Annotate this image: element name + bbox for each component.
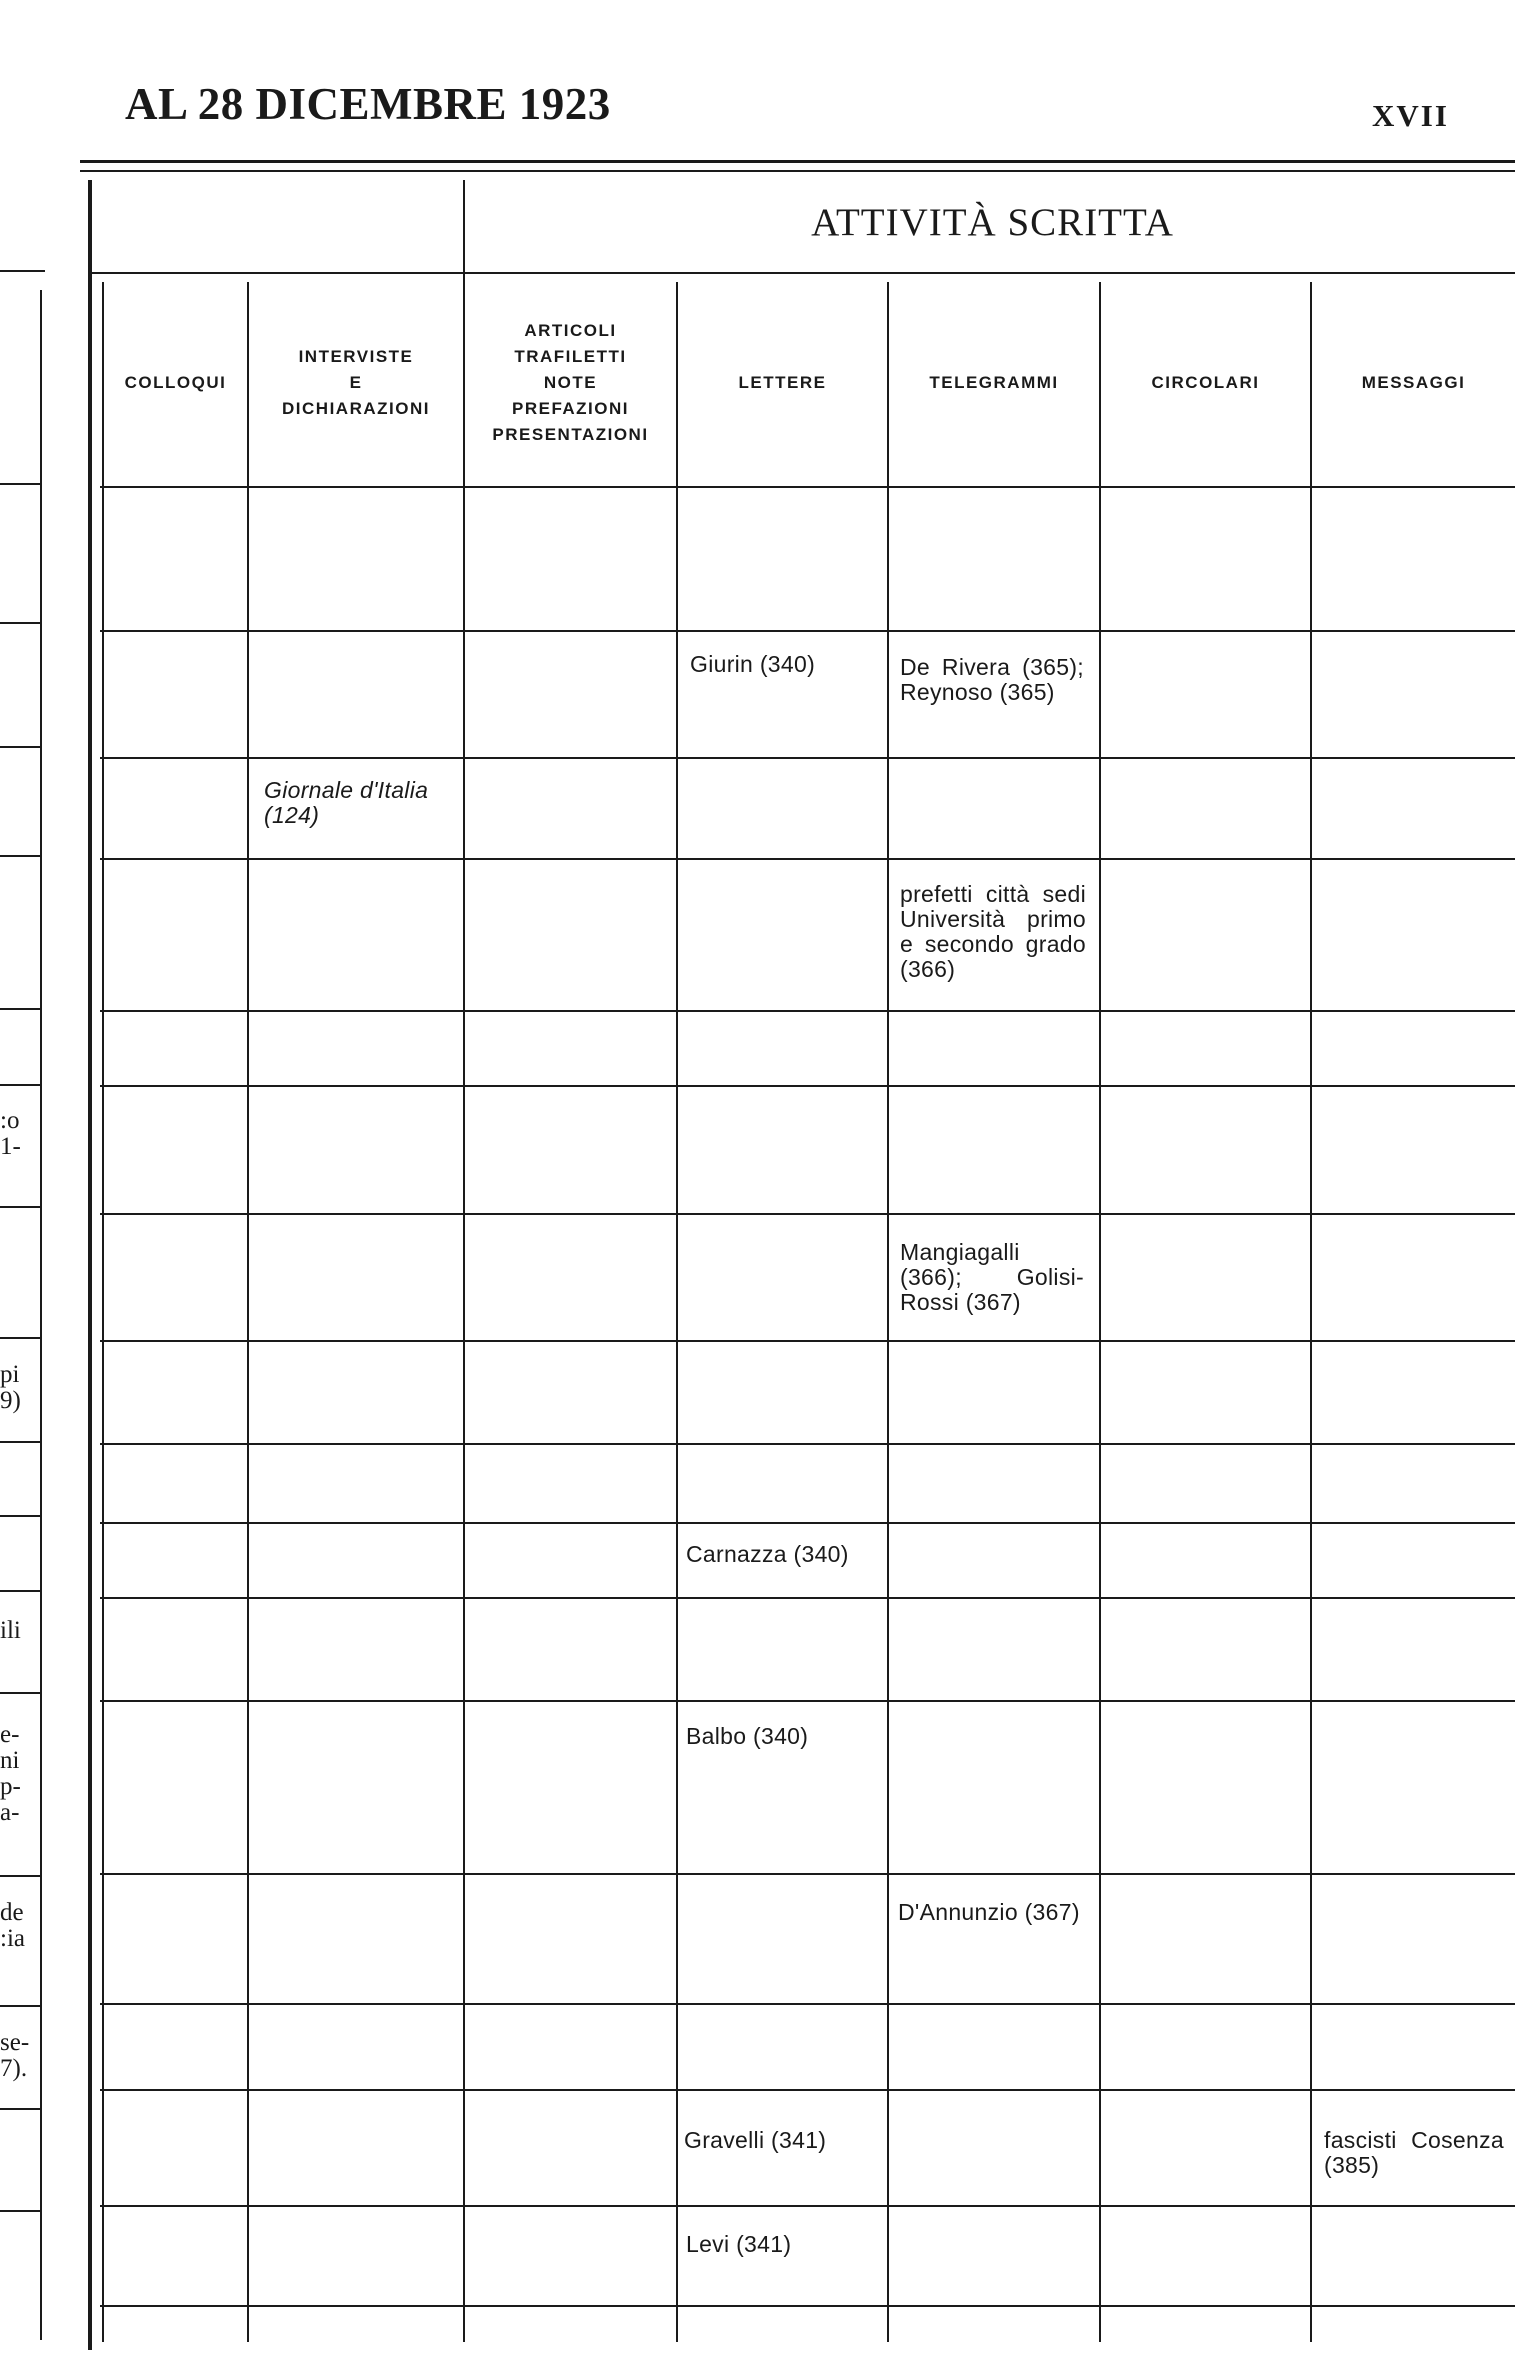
row-rule bbox=[100, 1213, 1515, 1215]
margin-rule bbox=[0, 483, 40, 485]
entry-interviste: Giornale d'Italia (124) bbox=[264, 777, 429, 828]
margin-rule bbox=[0, 1084, 40, 1086]
page-number: XVII bbox=[1372, 98, 1449, 133]
header-rule-bottom bbox=[80, 170, 1515, 172]
page-edge-line bbox=[88, 180, 92, 2350]
margin-rule bbox=[0, 1590, 40, 1592]
row-rule bbox=[100, 1873, 1515, 1875]
row-rule bbox=[100, 1085, 1515, 1087]
margin-fragment: se- 7). bbox=[0, 2029, 30, 2082]
entry-telegrammi: Mangiagalli (366); Golisi-Rossi (367) bbox=[900, 1239, 1084, 1315]
row-rule bbox=[100, 1597, 1515, 1599]
entry-lettere: Balbo (340) bbox=[686, 1723, 809, 1749]
col-rule-1 bbox=[102, 282, 104, 2342]
col-rule-6 bbox=[1099, 282, 1101, 2342]
entry-lettere: Carnazza (340) bbox=[686, 1541, 849, 1567]
col-rule-2 bbox=[247, 282, 249, 2342]
margin-fragment: e- ni p- a- bbox=[0, 1721, 21, 1826]
margin-fragment: de :ia bbox=[0, 1899, 25, 1952]
row-rule bbox=[100, 858, 1515, 860]
entry-lettere: Levi (341) bbox=[686, 2231, 792, 2257]
margin-rule bbox=[0, 746, 40, 748]
header-circolari: CIRCOLARI bbox=[1151, 372, 1260, 392]
header-articoli: ARTICOLI TRAFILETTI NOTE PREFAZIONI PRESENTAZIONI bbox=[492, 320, 649, 444]
margin-rule bbox=[0, 2210, 40, 2212]
entry-telegrammi: De Rivera (365); Reynoso (365) bbox=[900, 654, 1084, 705]
left-frame-line bbox=[40, 290, 42, 2340]
entry-telegrammi: prefetti città sedi Università primo e secondo grado (366) bbox=[900, 881, 1086, 982]
margin-rule bbox=[0, 1008, 40, 1010]
row-rule bbox=[100, 630, 1515, 632]
col-rule-7 bbox=[1310, 282, 1312, 2342]
margin-fragment: ili bbox=[0, 1617, 21, 1644]
header-colloqui: COLLOQUI bbox=[124, 372, 227, 392]
header-rule-top bbox=[80, 160, 1515, 163]
margin-rule bbox=[0, 1441, 40, 1443]
row-rule bbox=[100, 757, 1515, 759]
margin-rule bbox=[0, 622, 40, 624]
margin-rule bbox=[0, 1206, 40, 1208]
row-rule bbox=[100, 486, 1515, 488]
header-interviste: INTERVISTE E DICHIARAZIONI bbox=[282, 346, 430, 418]
row-rule bbox=[100, 1010, 1515, 1012]
col-rule-4 bbox=[676, 282, 678, 2342]
margin-rule bbox=[0, 2108, 40, 2110]
margin-rule bbox=[0, 1515, 40, 1517]
margin-fragment: :o 1- bbox=[0, 1107, 21, 1160]
margin-fragment: pi 9) bbox=[0, 1361, 21, 1414]
row-rule bbox=[100, 2205, 1515, 2207]
col-rule-5 bbox=[887, 282, 889, 2342]
row-rule bbox=[100, 2089, 1515, 2091]
header-messaggi: MESSAGGI bbox=[1361, 372, 1466, 392]
entry-telegrammi: D'Annunzio (367) bbox=[898, 1899, 1080, 1925]
entry-lettere: Gravelli (341) bbox=[684, 2127, 827, 2153]
row-rule bbox=[100, 1522, 1515, 1524]
col-rule-3 bbox=[463, 180, 465, 2342]
margin-rule bbox=[0, 855, 40, 857]
section-title: ATTIVITÀ SCRITTA bbox=[811, 201, 1174, 244]
margin-rule bbox=[0, 2005, 40, 2007]
margin-rule bbox=[0, 270, 45, 272]
running-title: AL 28 DICEMBRE 1923 bbox=[125, 79, 611, 129]
header-telegrammi: TELEGRAMMI bbox=[929, 372, 1059, 392]
margin-rule bbox=[0, 1337, 40, 1339]
row-rule bbox=[100, 2003, 1515, 2005]
margin-rule bbox=[0, 1692, 40, 1694]
header-lettere: LETTERE bbox=[738, 372, 827, 392]
entry-lettere: Giurin (340) bbox=[690, 651, 816, 677]
row-rule bbox=[100, 1700, 1515, 1702]
entry-messaggi: fascisti Cosenza (385) bbox=[1324, 2127, 1504, 2178]
margin-rule bbox=[0, 1875, 40, 1877]
row-rule bbox=[100, 1443, 1515, 1445]
row-rule bbox=[100, 1340, 1515, 1342]
table-top-rule bbox=[90, 272, 1515, 274]
row-rule bbox=[100, 2305, 1515, 2307]
